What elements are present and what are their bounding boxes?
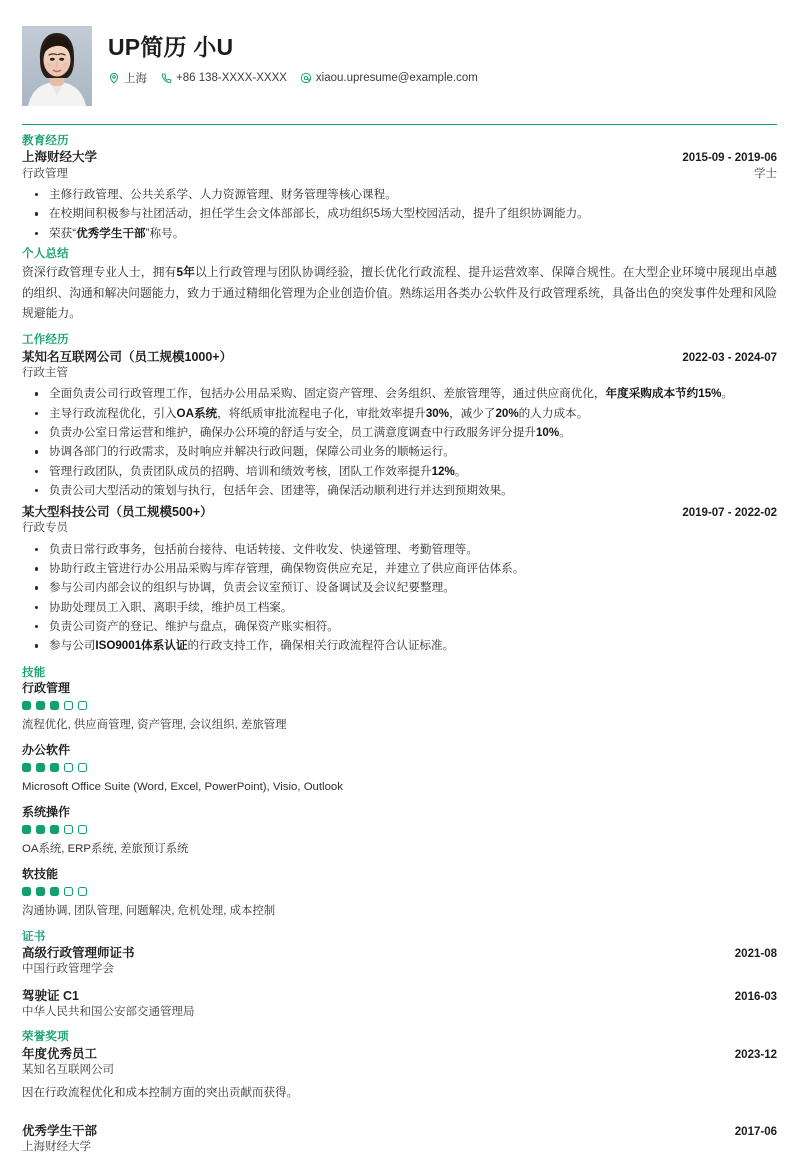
certificate-issuer: 中华人民共和国公安部交通管理局 [22,1005,195,1018]
education-entry-head [22,149,777,166]
contact-phone [160,72,287,84]
skill-block-2 [22,805,777,857]
section-title-awards: 荣誉奖项 [22,1031,69,1044]
education-entry-sub [22,167,777,183]
skill-dot-filled [36,701,45,710]
work-entry-head [22,349,777,366]
section-work [22,333,777,656]
skill-block-0 [22,681,777,733]
work-date: 2019-07 - 2022-02 [682,507,777,520]
skill-name: 行政管理 [22,681,71,696]
education-bullets [22,186,777,243]
list-item: 负责日常行政事务，包括前台接待、电话转接、文件收发、快递管理、考勤管理等。 [22,541,777,559]
education-school: 上海财经大学 [22,150,98,165]
list-item: 负责公司资产的登记、维护与盘点，确保资产账实相符。 [22,618,777,636]
list-item: 参与公司内部会议的组织与协调，负责会议室预订、设备调试及会议纪要整理。 [22,579,777,597]
location-pin-icon [108,72,120,84]
resume-header [22,26,777,124]
contact-email-text: xiaou.upresume@example.com [315,72,478,85]
skill-block-3 [22,867,777,919]
section-skills [22,666,777,920]
section-title-skills: 技能 [22,666,46,679]
identity-block [108,26,487,86]
award-date: 2017-06 [734,1126,777,1139]
work-bullets-0 [22,385,777,500]
list-item: 负责公司大型活动的策划与执行，包括年会、团建等，确保活动顺利进行并达到预期效果。 [22,482,777,500]
list-item: 在校期间积极参与社团活动，担任学生会文体部部长，成功组织5场大型校园活动，提升了组织协调能力。 [22,205,777,223]
skill-dot-empty [78,701,87,710]
skill-dot-filled [50,763,59,772]
section-certificates [22,930,777,1021]
list-item: 协助行政主管进行办公用品采购与库存管理，确保物资供应充足，并建立了供应商评估体系。 [22,560,777,578]
email-at-icon [300,72,312,84]
skill-dot-empty [78,825,87,834]
skill-dot-empty [64,763,73,772]
education-degree: 学士 [754,167,777,180]
certificate-entry-1 [22,988,777,1021]
skill-dot-empty [78,887,87,896]
list-item: 负责办公室日常运营和维护，确保办公环境的舒适与安全，员工满意度调查中行政服务评分提升10%。 [22,424,777,442]
certificate-date: 2016-03 [734,990,777,1003]
work-bullets-1 [22,541,777,656]
award-date: 2023-12 [734,1048,777,1061]
skill-dot-empty [64,825,73,834]
skill-level-dots [22,763,777,772]
certificate-entry-0 [22,945,777,978]
skill-name: 软技能 [22,867,59,882]
list-item: 参与公司ISO9001体系认证的行政支持工作，确保相关行政流程符合认证标准。 [22,637,777,655]
contact-location-text: 上海 [124,73,147,86]
list-item: 主导行政流程优化，引入OA系统，将纸质审批流程电子化，审批效率提升30%，减少了20%的人力成本。 [22,405,777,423]
work-company: 某知名互联网公司（员工规模1000+） [22,349,233,364]
skill-description: OA系统, ERP系统, 差旅预订系统 [22,842,189,855]
award-issuer: 某知名互联网公司 [22,1063,114,1076]
list-item: 协调各部门的行政需求，及时响应并解决行政问题，保障公司业务的顺畅运行。 [22,443,777,461]
section-summary [22,247,777,323]
education-major: 行政管理 [22,167,68,180]
work-role: 行政专员 [22,522,68,535]
contact-row [108,70,487,86]
work-company: 某大型科技公司（员工规模500+） [22,505,213,520]
award-entry-sub [22,1063,777,1079]
skill-dot-filled [36,887,45,896]
work-entry-0 [22,349,777,501]
section-title-education: 教育经历 [22,135,69,147]
award-entry-head [22,1046,777,1063]
education-entry [22,149,777,243]
certificate-name: 高级行政管理师证书 [22,945,135,960]
certificate-issuer: 中国行政管理学会 [22,963,114,976]
list-item: 全面负责公司行政管理工作，包括办公用品采购、固定资产管理、会务组织、差旅管理等，通过供应商优化，年度采购成本节约15%。 [22,385,777,403]
award-issuer: 上海财经大学 [22,1141,91,1154]
header-divider [22,124,777,125]
award-name: 年度优秀员工 [22,1046,98,1061]
work-entry-1 [22,504,777,656]
certificate-entry-head [22,988,777,1005]
award-name: 优秀学生干部 [22,1124,98,1139]
skill-name: 办公软件 [22,743,71,758]
certificate-entry-head [22,945,777,962]
phone-icon [160,72,172,84]
education-date: 2015-09 - 2019-06 [682,152,777,165]
list-item: 主修行政管理、公共关系学、人力资源管理、财务管理等核心课程。 [22,186,777,204]
skill-level-dots [22,701,777,710]
skill-description: 沟通协调, 团队管理, 问题解决, 危机处理, 成本控制 [22,905,276,918]
skill-dot-filled [50,887,59,896]
skill-dot-filled [36,825,45,834]
work-entry-head [22,504,777,521]
skill-level-dots [22,887,777,896]
avatar-photo-icon [22,26,92,106]
list-item: 管理行政团队，负责团队成员的招聘、培训和绩效考核，团队工作效率提升12%。 [22,463,777,481]
contact-email [300,72,478,84]
skill-dot-filled [50,701,59,710]
skill-dot-filled [22,701,31,710]
skill-dot-filled [22,763,31,772]
skill-dot-empty [64,887,73,896]
contact-phone-text: +86 138-XXXX-XXXX [176,72,287,85]
certificate-entry-sub [22,1005,777,1021]
section-awards [22,1030,777,1156]
list-item: 协助处理员工入职、离职手续，维护员工档案。 [22,599,777,617]
section-title-summary: 个人总结 [22,248,69,260]
award-note: 因在行政流程优化和成本控制方面的突出贡献而获得。 [22,1087,298,1100]
certificate-entry-sub [22,962,777,978]
work-entry-sub [22,366,777,382]
skill-dot-filled [22,887,31,896]
skill-dot-filled [36,763,45,772]
skill-description: 流程优化, 供应商管理, 资产管理, 会议组织, 差旅管理 [22,718,287,731]
contact-location [108,70,147,86]
certificate-name: 驾驶证 C1 [22,988,79,1003]
skill-description: Microsoft Office Suite (Word, Excel, PowerPoint), Visio, Outlook [22,780,343,793]
section-title-work: 工作经历 [22,334,69,347]
award-entry-sub [22,1140,777,1156]
work-entry-sub [22,521,777,537]
award-entry-head [22,1123,777,1140]
work-date: 2022-03 - 2024-07 [682,351,777,364]
skill-dot-filled [50,825,59,834]
award-entry-0 [22,1046,777,1104]
section-title-certificates: 证书 [22,930,46,943]
award-entry-1 [22,1123,777,1156]
skill-dot-empty [78,763,87,772]
skill-dot-filled [22,825,31,834]
person-name: UP简历 小U [108,34,234,60]
skill-dot-empty [64,701,73,710]
section-education [22,134,777,243]
certificate-date: 2021-08 [734,947,777,960]
skill-name: 系统操作 [22,805,71,820]
work-role: 行政主管 [22,366,68,379]
summary-text: 资深行政管理专业人士，拥有5年以上行政管理与团队协调经验，擅长优化行政流程、提升运营效率、保障合规性。在大型企业环境中展现出卓越的组织、沟通和解决问题能力，致力于通过精细化管理为企业创造价值。熟练运用各类办公软件及行政管理系统，具备出色的突发事件处理和风险规避能力。 [22,265,778,320]
list-item: 荣获“优秀学生干部”称号。 [22,225,777,243]
skill-block-1 [22,743,777,795]
skill-level-dots [22,825,777,834]
avatar [22,26,92,106]
